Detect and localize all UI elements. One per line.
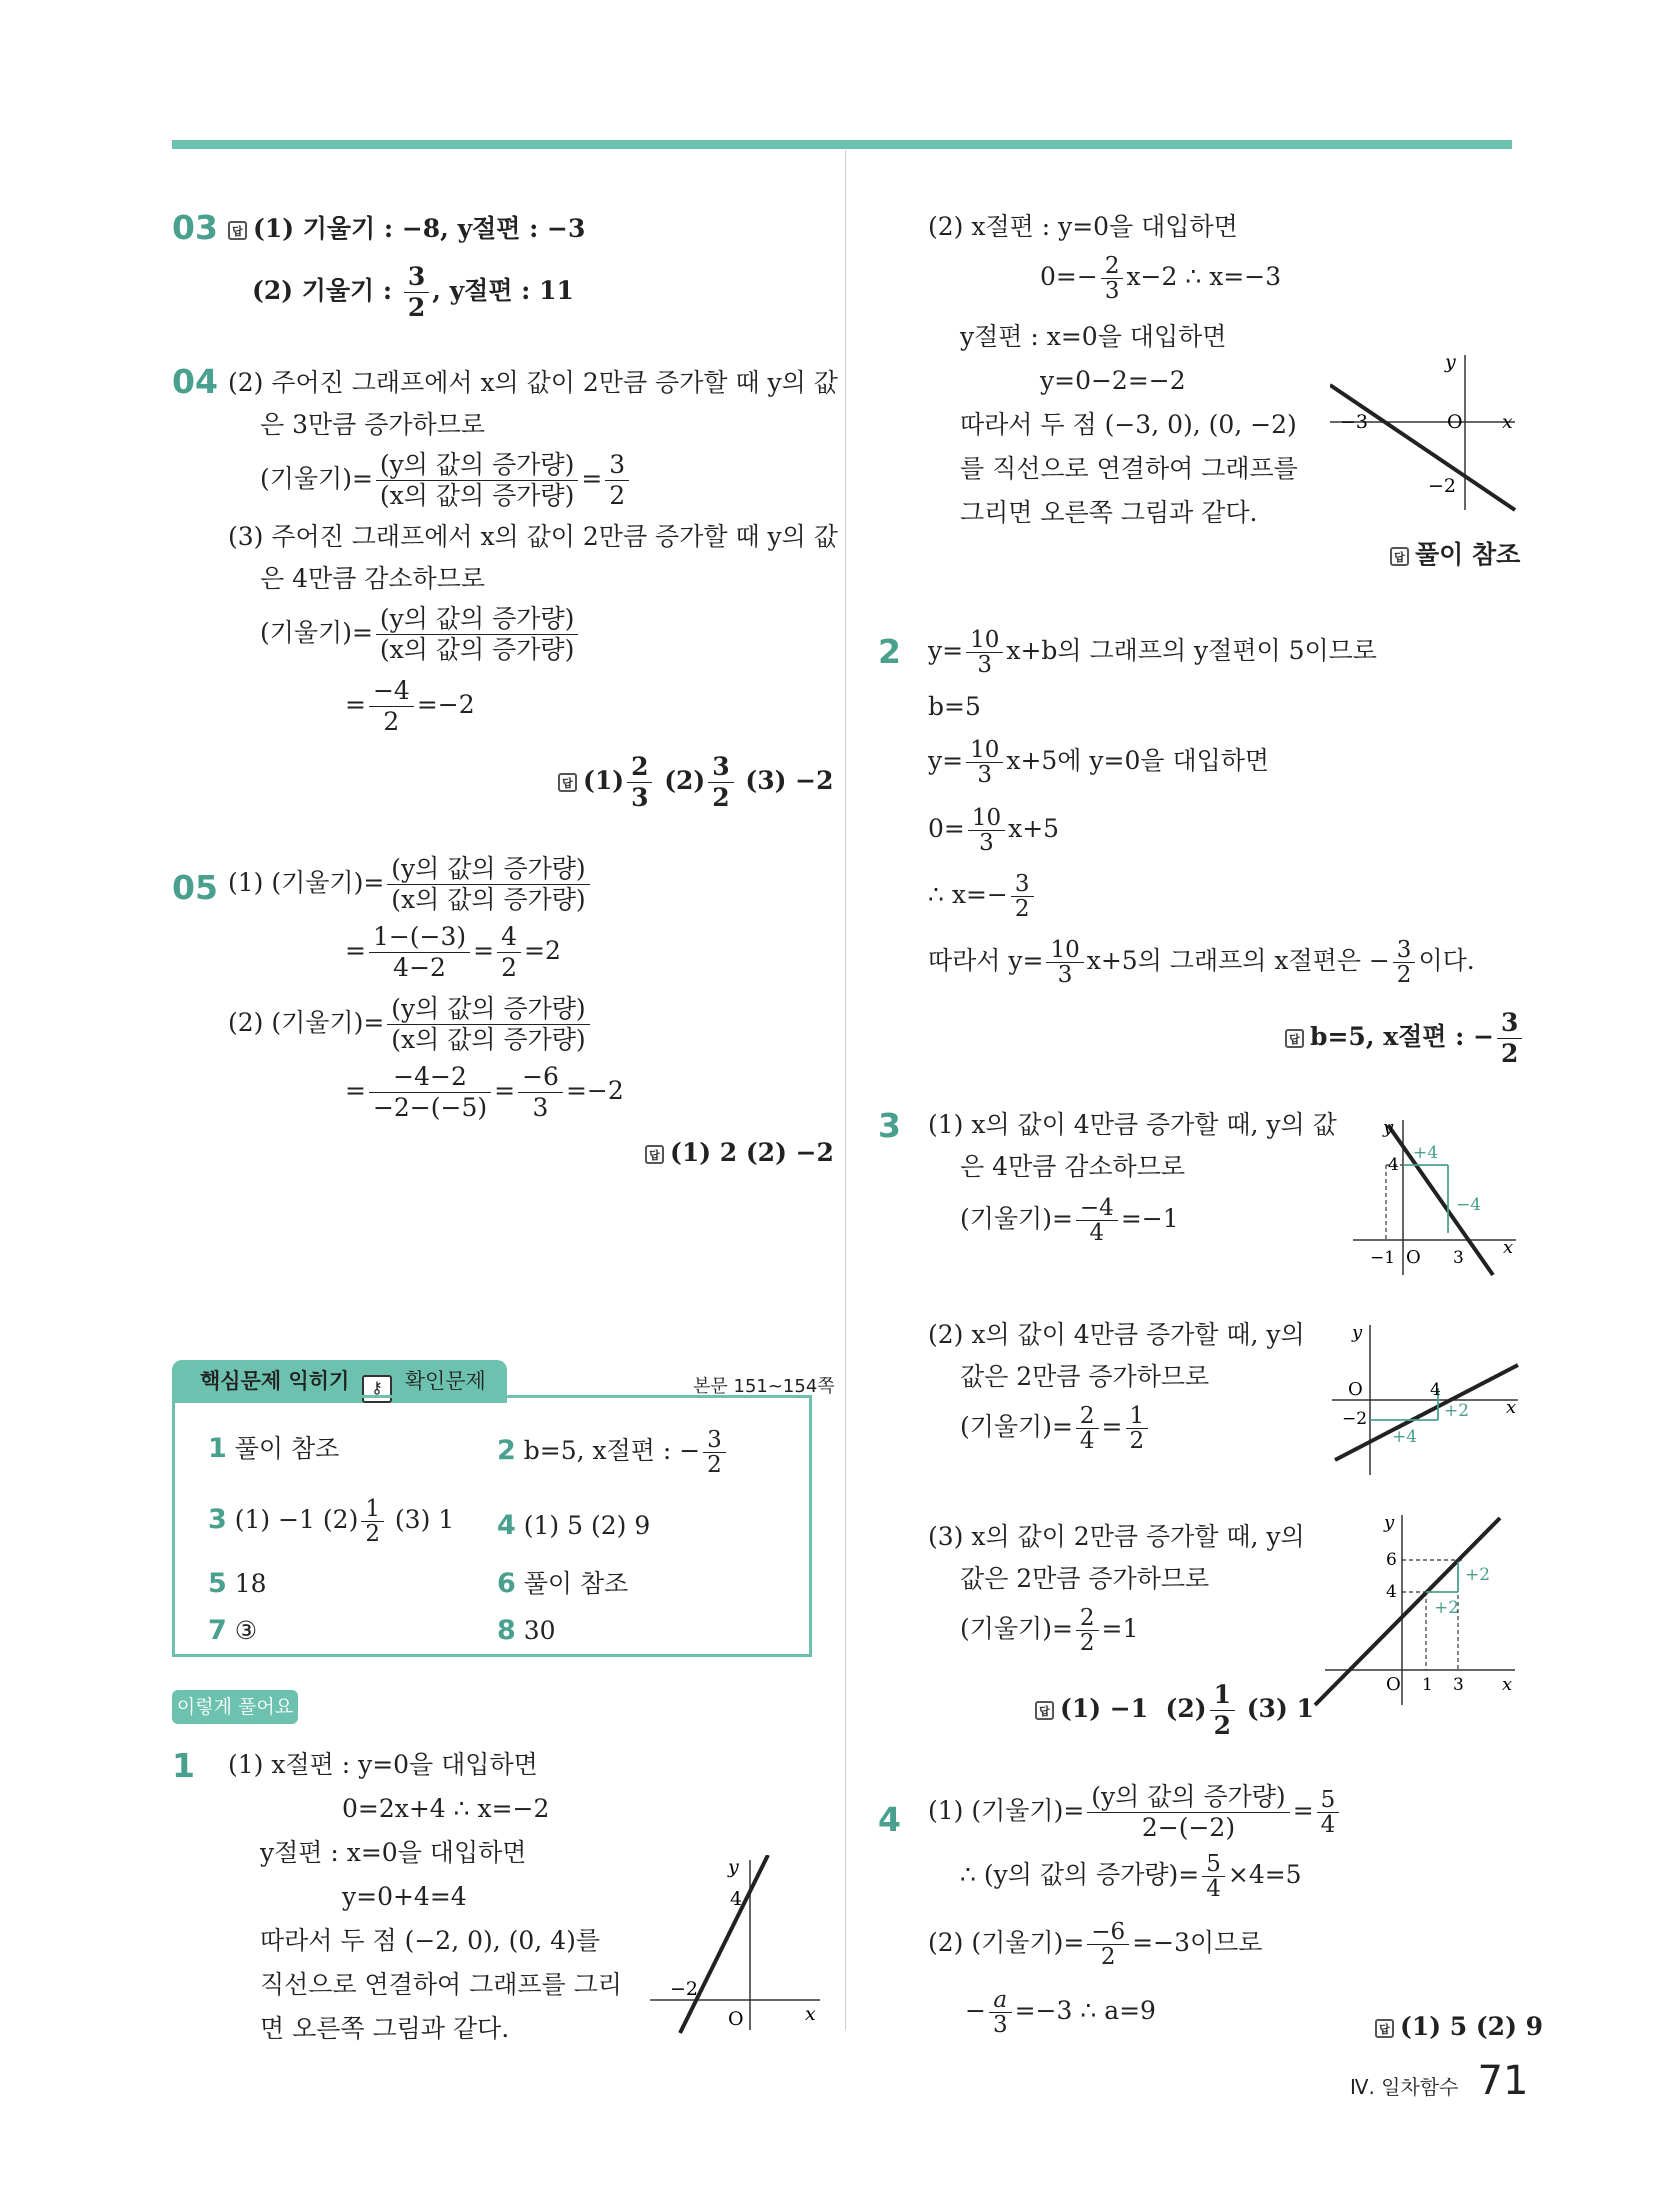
s3-c-line2: 값은 2만큼 증가하므로 (960, 1564, 1210, 1593)
s1b-line1: (2) x절편 : y=0을 대입하면 (928, 212, 1238, 241)
g2-y-label: y (1445, 351, 1456, 373)
page-footer (1350, 2058, 1528, 2104)
g4-y-label: y (1352, 1322, 1363, 1343)
s4-line2: ∴ (y의 값의 증가량)= $\frac{5}{4}$ ×4=5 (960, 1851, 1302, 1902)
p05-1-formula: (1) (기울기)= $\frac{\text{(y의 값의 증가량)}}{\text{(x의 값의 증가량)}}$ (228, 854, 593, 915)
p04-a-line1: (2) 주어진 그래프에서 x의 값이 2만큼 증가할 때 y의 값 (228, 368, 838, 397)
g5-origin: O (1386, 1674, 1401, 1695)
p04-b-line2: 은 4만큼 감소하므로 (260, 564, 485, 593)
g1-line (680, 1855, 768, 2033)
g2-x-label: x (1502, 411, 1513, 433)
g4-y-intercept: −2 (1342, 1409, 1368, 1429)
g1-x-label: x (805, 2003, 816, 2025)
g4-x-label: x (1506, 1397, 1517, 1418)
graph-1 (650, 1855, 830, 2035)
g5-rise-label-1: +2 (1465, 1565, 1491, 1585)
g2-x-intercept: −3 (1340, 411, 1369, 433)
g2-y-intercept: −2 (1428, 475, 1457, 497)
s1b-line6: 를 직선으로 연결하여 그래프를 (960, 454, 1298, 483)
s2-line5: ∴ x=− $\frac{3}{2}$ (928, 872, 1037, 921)
s4-line1: (1) (기울기)= $\frac{\text{(y의 값의 증가량)}}{2-(-2)}$ = $\frac{5}{4}$ (928, 1782, 1342, 1843)
core-item-3: 3 (1) −1 (2) $\frac{1}{2}$ (3) 1 (208, 1496, 455, 1547)
s1-line4: y=0+4=4 (342, 1882, 467, 1911)
problem-number-05: 05 (172, 868, 218, 907)
problem-number-04: 04 (172, 362, 218, 401)
core-item-5: 5 18 (208, 1568, 267, 1599)
core-item-4: 4 (1) 5 (2) 9 (497, 1510, 651, 1541)
core-item-2: 2 b=5, x절편 : − $\frac{3}{2}$ (497, 1428, 729, 1477)
g3-rise-label: −4 (1456, 1195, 1482, 1215)
g4-rise-label: +2 (1444, 1401, 1470, 1421)
s1b-line5: 따라서 두 점 (−3, 0), (0, −2) (960, 410, 1297, 439)
p04-a-line2: 은 3만큼 증가하므로 (260, 410, 485, 439)
core-item-1: 1 풀이 참조 (208, 1433, 340, 1464)
solution-number-1: 1 (172, 1746, 195, 1785)
solution-number-3: 3 (878, 1106, 901, 1145)
s3-a-formula: (기울기)= $\frac{-4}{4}$ =−1 (960, 1195, 1179, 1246)
s2-line3: y= $\frac{10}{3}$ x+5에 y=0을 대입하면 (928, 737, 1270, 788)
g1-origin: O (728, 2008, 744, 2030)
s1-line6: 직선으로 연결하여 그래프를 그리 (260, 1970, 622, 1999)
core-item-8: 8 30 (497, 1615, 556, 1646)
s2-line2: b=5 (928, 692, 981, 721)
s3-a-line2: 은 4만큼 감소하므로 (960, 1152, 1185, 1181)
answer-s2: 답 b=5, x절편 : − $\frac{3}{2}$ (1285, 1008, 1525, 1069)
core-page-ref: 본문 151~154쪽 (693, 1376, 835, 1397)
g5-y4: 4 (1386, 1582, 1397, 1602)
p04-b-line1: (3) 주어진 그래프에서 x의 값이 2만큼 증가할 때 y의 값 (228, 522, 838, 551)
graph-3 (1338, 1115, 1518, 1285)
p04-b-result: = $\frac{-4}{2}$ =−2 (345, 676, 475, 736)
top-accent-bar (172, 140, 1512, 149)
solution-badge: 이렇게 풀어요 (172, 1690, 298, 1724)
s3-c-line1: (3) x의 값이 2만큼 증가할 때, y의 (928, 1522, 1305, 1551)
core-item-6: 6 풀이 참조 (497, 1568, 629, 1599)
graph-4 (1320, 1320, 1520, 1480)
answer-s1: 답 풀이 참조 (1390, 538, 1520, 572)
core-problems-tab: 핵심문제 익히기 ⚷ 확인문제 (172, 1360, 507, 1403)
g2-origin: O (1447, 411, 1463, 433)
g1-y-label: y (728, 1856, 739, 1878)
g3-minus-one: −1 (1370, 1248, 1396, 1268)
solution-number-4: 4 (878, 1800, 901, 1839)
s1b-line3: y절편 : x=0을 대입하면 (960, 322, 1227, 351)
s1b-line2: 0=− $\frac{2}{3}$ x−2 ∴ x=−3 (1040, 253, 1282, 304)
s1b-line7: 그리면 오른쪽 그림과 같다. (960, 498, 1258, 527)
s4-line4: − $\frac{a}{3}$ =−3 ∴ a=9 (965, 1987, 1156, 2038)
s4-line3: (2) (기울기)= $\frac{-6}{2}$ =−3이므로 (928, 1919, 1263, 1970)
g5-x-label: x (1502, 1674, 1513, 1695)
g3-x-intercept: 3 (1453, 1248, 1464, 1268)
key-icon: ⚷ (362, 1375, 392, 1403)
s1-line1: (1) x절편 : y=0을 대입하면 (228, 1750, 538, 1779)
column-divider (845, 150, 846, 2030)
s3-b-line2: 값은 2만큼 증가하므로 (960, 1362, 1210, 1391)
p05-2-result: = $\frac{-4-2}{-2-(-5)}$ = $\frac{-6}{3}$ =−2 (345, 1062, 624, 1122)
graph-2 (1330, 350, 1520, 520)
s2-line4: 0= $\frac{10}{3}$ x+5 (928, 805, 1060, 856)
g1-y-intercept: 4 (730, 1888, 743, 1910)
g5-x1: 1 (1422, 1675, 1433, 1695)
solution-number-2: 2 (878, 632, 901, 671)
g5-x3: 3 (1453, 1675, 1464, 1695)
answer-03-line1: 답 (1) 기울기 : −8, y절편 : −3 (228, 212, 585, 246)
s3-b-line1: (2) x의 값이 4만큼 증가할 때, y의 (928, 1320, 1305, 1349)
footer-section: Ⅳ. 일차함수 (1350, 2075, 1459, 2099)
answer-s3: 답 (1) −1 (2) $\frac{1}{2}$ (3) 1 (1035, 1680, 1314, 1741)
g3-x-label: x (1503, 1237, 1514, 1258)
s2-line6: 따라서 y= $\frac{10}{3}$ x+5의 그래프의 x절편은 − $\frac{3}{2}$ 이다. (928, 937, 1475, 988)
g4-origin: O (1348, 1379, 1363, 1400)
answer-icon: 답 (228, 221, 247, 240)
s2-line1: y= $\frac{10}{3}$ x+b의 그래프의 y절편이 5이므로 (928, 627, 1377, 678)
s1-line3: y절편 : x=0을 대입하면 (260, 1838, 527, 1867)
g2-line (1330, 385, 1515, 510)
core-item-7: 7 ③ (208, 1615, 258, 1646)
g3-y-label: y (1383, 1117, 1394, 1138)
p05-1-result: = $\frac{1-(-3)}{4-2}$ = $\frac{4}{2}$ =2 (345, 922, 561, 982)
s1-line7: 면 오른쪽 그림과 같다. (260, 2014, 510, 2043)
page-number: 71 (1477, 2058, 1529, 2104)
g5-rise-label-2: +2 (1434, 1598, 1460, 1618)
g3-y-intercept: 4 (1388, 1155, 1399, 1175)
graph-5 (1310, 1510, 1520, 1710)
g4-x-intercept: 4 (1430, 1380, 1441, 1400)
g3-run-label: +4 (1413, 1143, 1439, 1163)
s3-a-line1: (1) x의 값이 4만큼 증가할 때, y의 값 (928, 1110, 1337, 1139)
g5-line (1315, 1518, 1500, 1705)
answer-s4: 답 (1) 5 (2) 9 (1375, 2010, 1543, 2044)
p04-a-formula: (기울기)= $\frac{\text{(y의 값의 증가량)}}{\text{(x의 값의 증가량)}}$ = $\frac{3}{2}$ (260, 450, 632, 511)
s3-b-formula: (기울기)= $\frac{2}{4}$ = $\frac{1}{2}$ (960, 1404, 1151, 1453)
g4-run-label: +4 (1392, 1427, 1418, 1447)
problem-number-03: 03 (172, 208, 218, 247)
s1-line5: 따라서 두 점 (−2, 0), (0, 4)를 (260, 1926, 601, 1955)
s1-line2: 0=2x+4 ∴ x=−2 (342, 1794, 550, 1823)
p04-b-formula: (기울기)= $\frac{\text{(y의 값의 증가량)}}{\text{(x의 값의 증가량)}}$ (260, 604, 581, 665)
g3-origin: O (1406, 1247, 1421, 1268)
s1b-line4: y=0−2=−2 (1040, 366, 1186, 395)
g5-y-label: y (1384, 1512, 1395, 1533)
g5-y6: 6 (1386, 1550, 1397, 1570)
p05-2-formula: (2) (기울기)= $\frac{\text{(y의 값의 증가량)}}{\text{(x의 값의 증가량)}}$ (228, 994, 593, 1055)
answer-05: 답 (1) 2 (2) −2 (645, 1136, 834, 1170)
answer-03-line2: (2) 기울기 : $\frac{3}{2}$ , y절편 : 11 (252, 262, 574, 322)
s3-c-formula: (기울기)= $\frac{2}{2}$ =1 (960, 1605, 1139, 1656)
answer-04: 답 (1) $\frac{2}{3}$ (2) $\frac{3}{2}$ (3) −2 (558, 752, 833, 813)
g1-x-intercept: −2 (670, 1978, 699, 2000)
